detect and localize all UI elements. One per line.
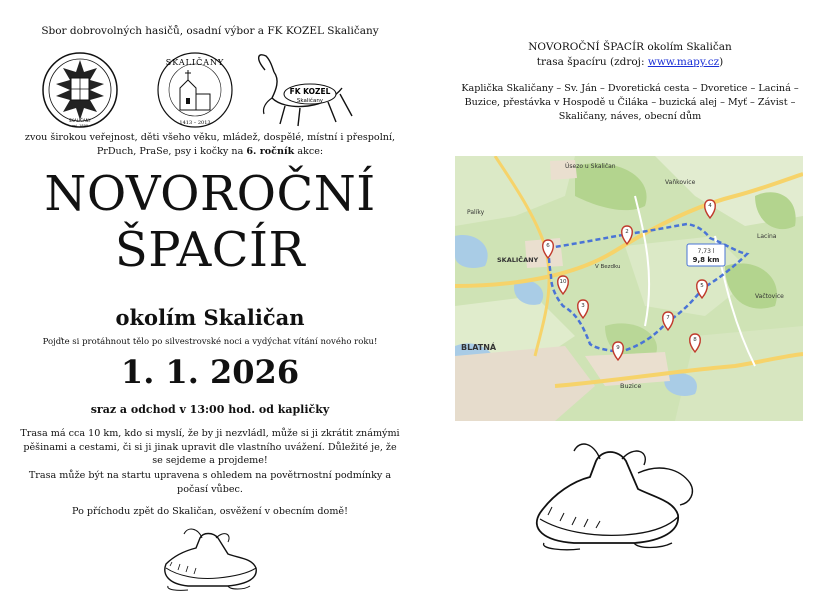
svg-text:Skaličany: Skaličany <box>296 98 324 104</box>
route-info-paragraph: Trasa má cca 10 km, kdo si myslí, že by ji nezvládl, může si ji zkrátit známými pěšinami a cestami, či si ji jinak upravit dle vlastního uvážení. Důležité je, že se sejdeme a projdeme! <box>20 428 400 466</box>
refreshment-paragraph: Po příchodu zpět do Skaličan, osvěžení v obecním domě! <box>72 506 348 517</box>
fk-kozel-goat-logo <box>259 55 352 126</box>
svg-text:2: 2 <box>625 229 629 235</box>
svg-text:FK KOZEL: FK KOZEL <box>289 87 331 96</box>
event-title-line1: NOVOROČNÍ <box>44 166 376 222</box>
place-label-buzice: Buzice <box>620 382 642 390</box>
svg-text:3: 3 <box>581 303 585 309</box>
organizers-line: Sbor dobrovolných hasičů, osadní výbor a FK KOZEL Skaličany <box>41 25 379 37</box>
village-logo <box>158 53 232 127</box>
event-title-line2: ŠPACÍR <box>114 222 306 278</box>
logos-row <box>40 50 380 130</box>
svg-text:SKALIČANY: SKALIČANY <box>68 118 92 123</box>
svg-text:SKALIČANY: SKALIČANY <box>165 58 225 67</box>
route-title: NOVOROČNÍ ŠPACÍR okolím Skaličan <box>528 41 732 53</box>
event-subtitle: okolím Skaličan <box>115 305 305 330</box>
distance-label <box>687 244 725 266</box>
invitation-text <box>20 131 400 159</box>
route-description: Kaplička Skaličany – Sv. Ján – Dvoretická cesta – Dvoretice – Laciná – Buzice, přestávka v Hospodě u Čiláka – buzická alej – Myť – Závist – Skaličany, náves, obecní dům <box>461 83 799 122</box>
invitation-pre: zvou širokou veřejnost, děti všeho věku, mládež, dospělé, místní i přespolní, PrDuch, PraSe, psy i kočky na <box>24 132 396 157</box>
svg-text:9,8 km: 9,8 km <box>692 256 720 264</box>
place-label-vankovice: Vaňkovice <box>665 179 696 186</box>
svg-text:10: 10 <box>559 279 567 285</box>
svg-text:4: 4 <box>708 203 712 209</box>
svg-text:5: 5 <box>700 283 704 289</box>
source-pre: trasa špacíru (zdroj: <box>536 56 648 68</box>
place-label-vactovice: Vačtovice <box>755 293 784 300</box>
svg-text:7,73 l: 7,73 l <box>697 248 715 255</box>
shoe-large-illustration <box>530 433 700 551</box>
place-label-paliky: Palíky <box>467 209 485 216</box>
svg-text:1413 – 2013: 1413 – 2013 <box>179 120 211 126</box>
svg-text:6: 6 <box>546 243 550 249</box>
source-post: ) <box>719 56 724 68</box>
route-map <box>455 156 803 421</box>
shoe-small-illustration <box>158 524 268 592</box>
svg-text:8: 8 <box>693 337 697 343</box>
invitation-post: akce: <box>294 146 324 157</box>
mapy-cz-link[interactable]: www.mapy.cz <box>647 56 720 68</box>
place-label-blatna: BLATNÁ <box>461 343 497 352</box>
place-label-skalicany: SKALIČANY <box>497 256 539 264</box>
place-label-vbezdku: V Bezdku <box>595 264 621 270</box>
svg-text:9: 9 <box>616 345 620 351</box>
edition-number: 6. ročník <box>246 146 295 157</box>
route-source <box>420 56 840 68</box>
place-label-uzeno: Úsezo u Skaličan <box>565 163 616 170</box>
svg-text:7: 7 <box>666 315 670 321</box>
place-label-lacina: Lacina <box>757 233 777 240</box>
meeting-time: sraz a odchod v 13:00 hod. od kapličky <box>90 403 330 416</box>
weather-note-paragraph: Trasa může být na startu upravena s ohledem na povětrnostní podmínky a počasí vůbec. <box>28 470 392 495</box>
svg-text:zal. 1899: zal. 1899 <box>71 124 89 128</box>
fire-brigade-logo <box>43 53 117 128</box>
intro-text: Pojďte si protáhnout tělo po silvestrovské noci a vydýchat vítání nového roku! <box>42 337 378 347</box>
event-date: 1. 1. 2026 <box>120 353 300 391</box>
